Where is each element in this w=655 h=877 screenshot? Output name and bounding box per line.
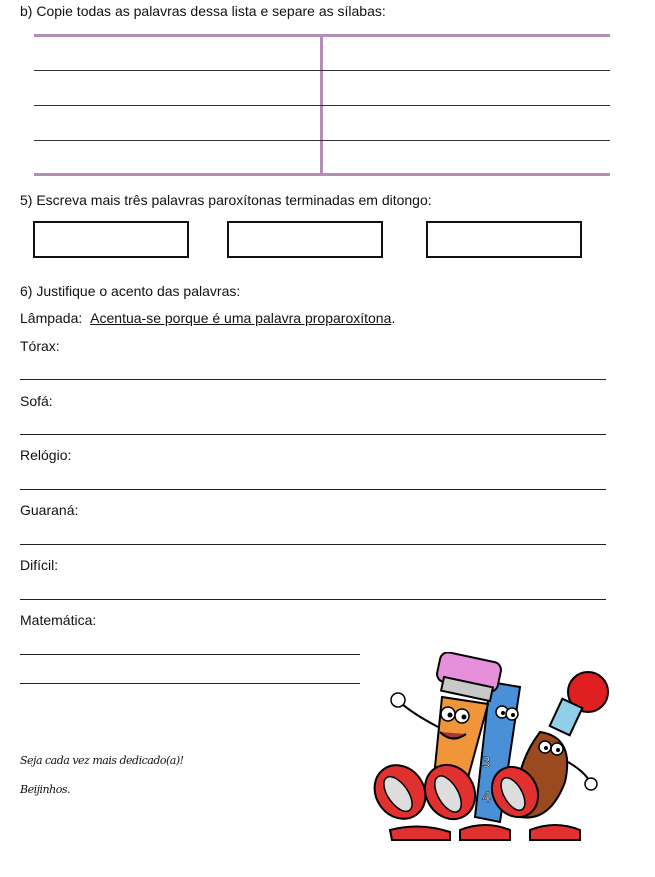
example-row bbox=[20, 310, 395, 326]
footer-message: Seja cada vez mais dedicado(a)! bbox=[20, 754, 184, 767]
footer-signoff: Beijinhos. bbox=[20, 783, 70, 796]
answer-line-dificil[interactable] bbox=[20, 599, 606, 600]
word-dificil: Difícil: bbox=[20, 557, 59, 573]
answer-line-sofa[interactable] bbox=[20, 434, 606, 435]
example-period: . bbox=[391, 310, 396, 326]
question-5-label: 5) Escreva mais três palavras paroxítonas terminadas em ditongo: bbox=[20, 192, 432, 208]
answer-box-2[interactable] bbox=[227, 221, 383, 258]
word-relogio: Relógio: bbox=[20, 447, 72, 463]
word-torax: Tórax: bbox=[20, 338, 60, 354]
example-answer: Acentua-se porque é uma palavra proparoxítona bbox=[90, 310, 392, 326]
table-row-line[interactable] bbox=[34, 105, 610, 106]
answer-line-torax[interactable] bbox=[20, 379, 606, 380]
question-b-label: b) Copie todas as palavras dessa lista e separe as sílabas: bbox=[20, 3, 386, 19]
answer-line-matematica-2[interactable] bbox=[20, 683, 360, 684]
word-guarana: Guaraná: bbox=[20, 502, 79, 518]
answer-box-3[interactable] bbox=[426, 221, 582, 258]
svg-text:4: 4 bbox=[482, 790, 491, 806]
answer-line-relogio[interactable] bbox=[20, 489, 606, 490]
answer-line-guarana[interactable] bbox=[20, 544, 606, 545]
table-row-line[interactable] bbox=[34, 140, 610, 141]
word-sofa: Sofá: bbox=[20, 393, 53, 409]
example-word: Lâmpada: bbox=[20, 310, 83, 326]
svg-text:3: 3 bbox=[482, 755, 491, 771]
word-matematica: Matemática: bbox=[20, 612, 97, 628]
answer-box-1[interactable] bbox=[33, 221, 189, 258]
dancing-pencils-icon bbox=[370, 652, 620, 852]
answer-line-matematica-1[interactable] bbox=[20, 654, 360, 655]
question-6-label: 6) Justifique o acento das palavras: bbox=[20, 283, 241, 299]
table-row-line[interactable] bbox=[34, 70, 610, 71]
